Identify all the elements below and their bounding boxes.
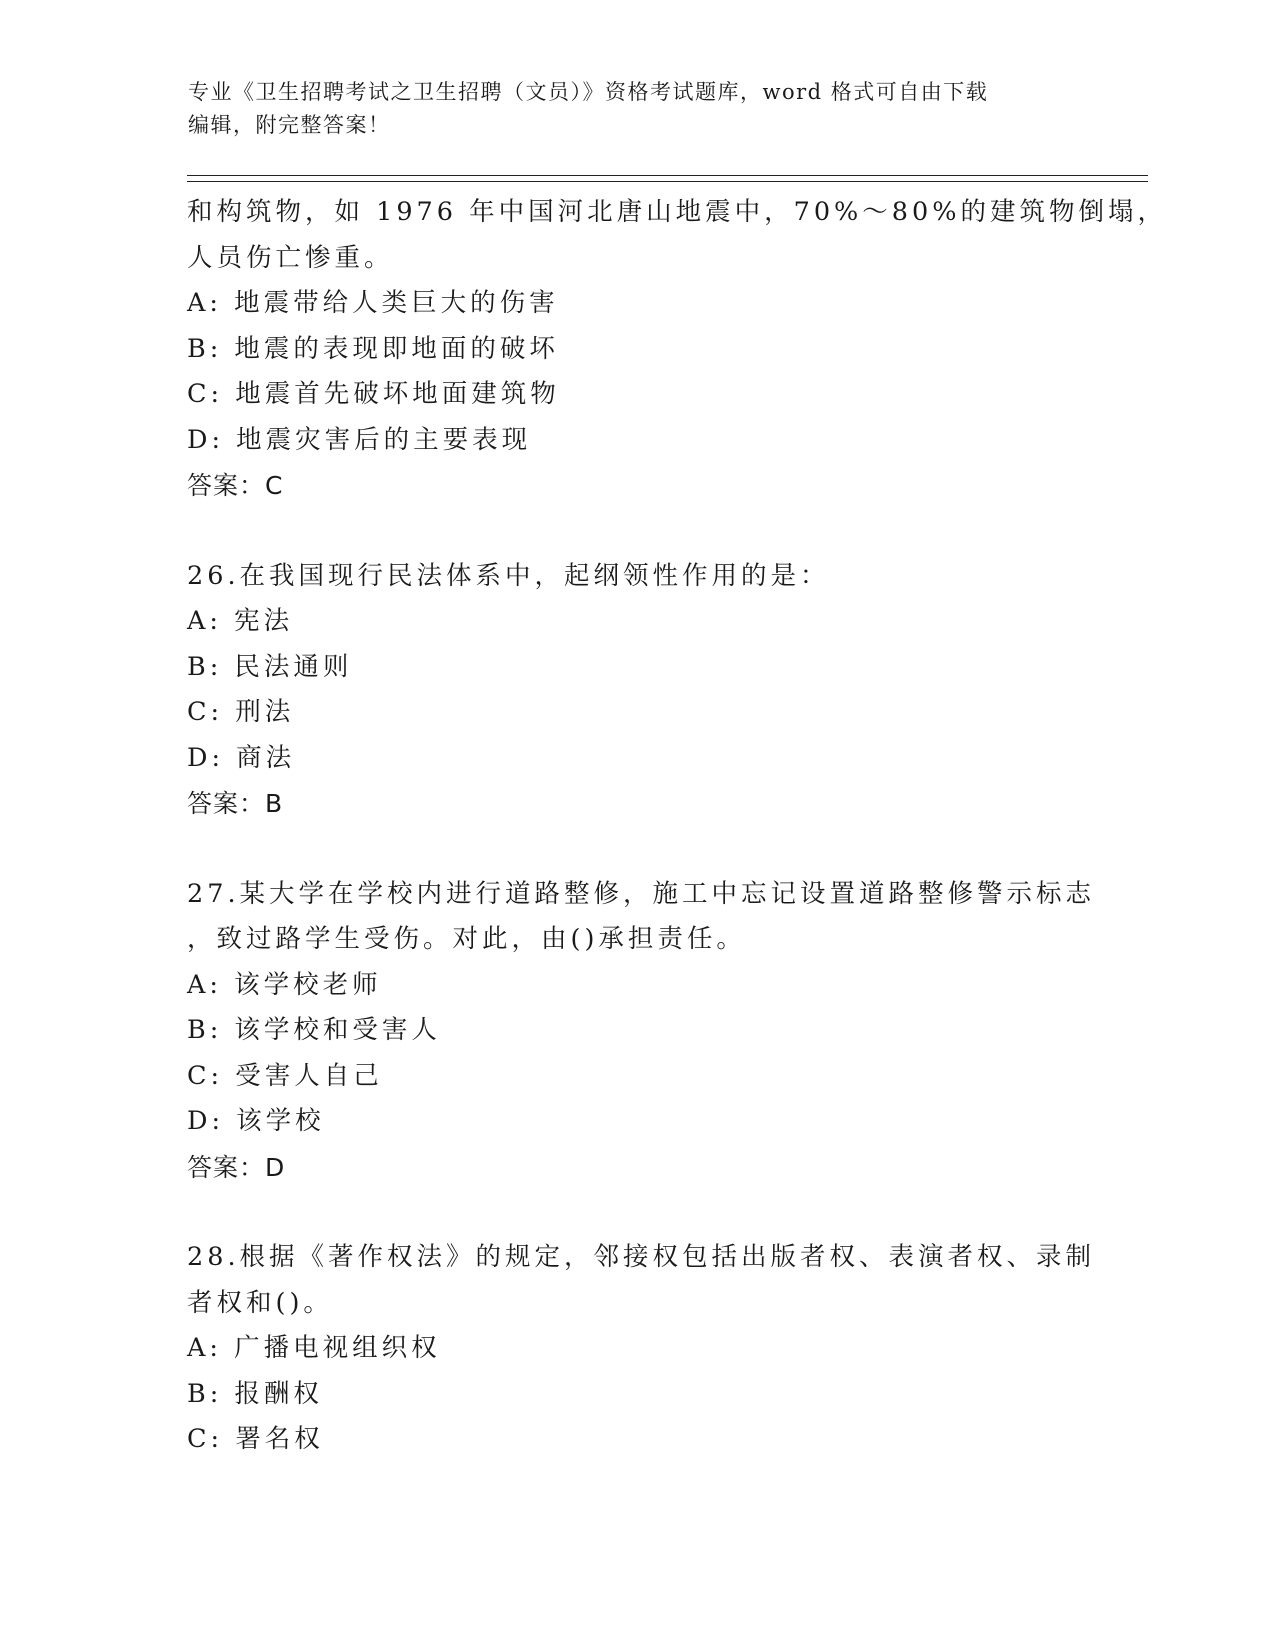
option-a: A: 宪法	[187, 606, 294, 636]
answer-line: 答案：B	[187, 789, 284, 818]
question-stem-line: 26.在我国现行民法体系中，起纲领性作用的是：	[187, 560, 830, 591]
question-stem-line: 和构筑物，如 1976 年中国河北唐山地震中，70%～80%的建筑物倒塌，	[187, 197, 1167, 227]
option-a: A: 广播电视组织权	[187, 1333, 441, 1363]
option-d: D: 该学校	[187, 1106, 325, 1136]
question-stem-line: ，致过路学生受伤。对此，由()承担责任。	[187, 924, 746, 954]
question-27	[187, 872, 1096, 1191]
answer-line: 答案：D	[187, 1152, 286, 1182]
question-stem-line: 27.某大学在学校内进行道路整修，施工中忘记设置道路整修警示标志	[187, 878, 1096, 909]
header-rule-bottom	[187, 181, 1148, 182]
option-b: B: 地震的表现即地面的破坏	[187, 333, 559, 364]
document-body	[187, 190, 1167, 1463]
question-continued	[187, 190, 1167, 509]
option-c: C: 署名权	[187, 1424, 324, 1454]
option-a: A: 该学校老师	[187, 969, 382, 1000]
option-b: B: 民法通则	[187, 651, 353, 682]
option-c: C: 受害人自己	[187, 1060, 383, 1091]
option-b: B: 该学校和受害人	[187, 1015, 441, 1045]
question-stem-line: 者权和()。	[187, 1287, 333, 1318]
option-d: D: 地震灾害后的主要表现	[187, 424, 532, 455]
question-26	[187, 554, 1087, 827]
option-b: B: 报酬权	[187, 1378, 323, 1409]
question-28	[187, 1235, 1096, 1463]
answer-line: 答案：C	[187, 471, 284, 500]
option-d: D: 商法	[187, 742, 296, 773]
option-c: C: 地震首先破坏地面建筑物	[187, 379, 560, 409]
option-a: A: 地震带给人类巨大的伤害	[187, 288, 559, 318]
question-stem-line: 28.根据《著作权法》的规定，邻接权包括出版者权、表演者权、录制	[187, 1242, 1096, 1272]
document-header: 专业《卫生招聘考试之卫生招聘（文员）》资格考试题库，word 格式可自由下载 编辑，附完整答案！	[188, 80, 989, 137]
header-rule-top	[187, 175, 1148, 176]
option-c: C: 刑法	[187, 697, 295, 727]
question-stem-line: 人员伤亡惨重。	[187, 242, 394, 273]
